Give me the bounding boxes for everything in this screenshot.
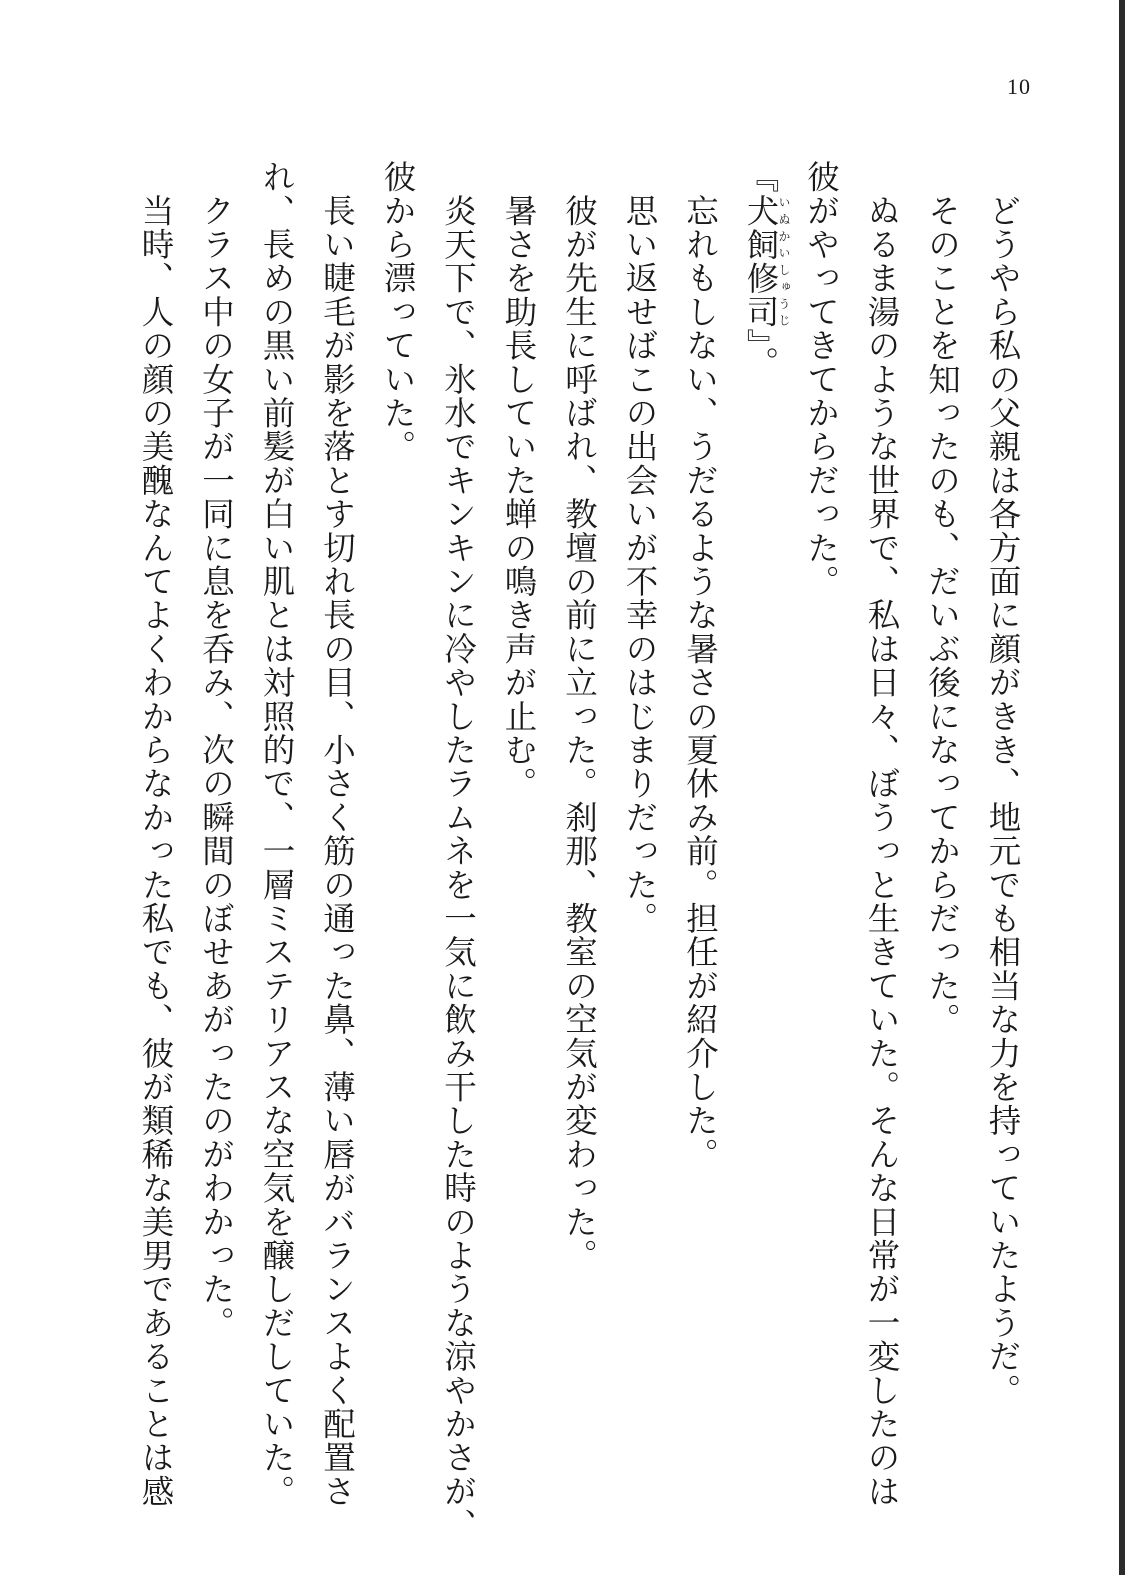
text-line-13: れ、長めの黒い前髪が白い肌とは対照的で、一層ミステリアスな空気を醸しだしていた。 bbox=[258, 160, 296, 1508]
text-line-10: 炎天下で、氷水でキンキンに冷やしたラムネを一気に飲み干した時のような涼やかさが、 bbox=[439, 160, 478, 1542]
text-line-11: 彼から漂っていた。 bbox=[379, 160, 417, 464]
page-number: 10 bbox=[1007, 74, 1031, 99]
open-quote: 『 bbox=[742, 160, 780, 194]
text-line-9: 暑さを助長していた蝉の鳴き声が止む。 bbox=[500, 160, 538, 801]
character-name-ruby: いぬかいしゅうじ bbox=[777, 193, 791, 329]
text-line-4: 彼がやってきてからだった。 bbox=[802, 160, 841, 599]
text-line-2: そのことを知ったのも、だいぶ後になってからだった。 bbox=[923, 160, 962, 1037]
text-line-6: 忘れもしない、うだるような暑さの夏休み前。担任が紹介した。 bbox=[681, 160, 720, 1171]
text-line-3: ぬるま湯のような世界で、私は日々、ぼうっと生きていた。そんな日常が一変したのは bbox=[863, 160, 901, 1508]
text-line-14: クラス中の女子が一同に息を呑み、次の瞬間のぼせあがったのがわかった。 bbox=[197, 160, 236, 1340]
text-line-12: 長い睫毛が影を落とす切れ長の目、小さく筋の通った鼻、薄い唇がバランスよく配置さ bbox=[318, 160, 357, 1508]
page-edge-border bbox=[1119, 0, 1125, 1575]
character-name bbox=[742, 193, 791, 329]
close-quote: 』。 bbox=[742, 328, 780, 380]
vertical-body-text bbox=[98, 160, 1033, 1542]
text-line-15: 当時、人の顔の美醜なんてよくわからなかった私でも、彼が類稀な美男であることは感 bbox=[137, 160, 175, 1508]
name-line bbox=[731, 160, 792, 1500]
character-name-base: 犬飼修司 bbox=[742, 193, 780, 329]
text-line-7: 思い返せばこの出会いが不幸のはじまりだった。 bbox=[621, 160, 659, 936]
text-line-8: 彼が先生に呼ばれ、教壇の前に立った。刹那、教室の空気が変わった。 bbox=[560, 160, 599, 1273]
text-line-1: どうやら私の父親は各方面に顔がきき、地元でも相当な力を持っていたようだ。 bbox=[984, 160, 1022, 1407]
